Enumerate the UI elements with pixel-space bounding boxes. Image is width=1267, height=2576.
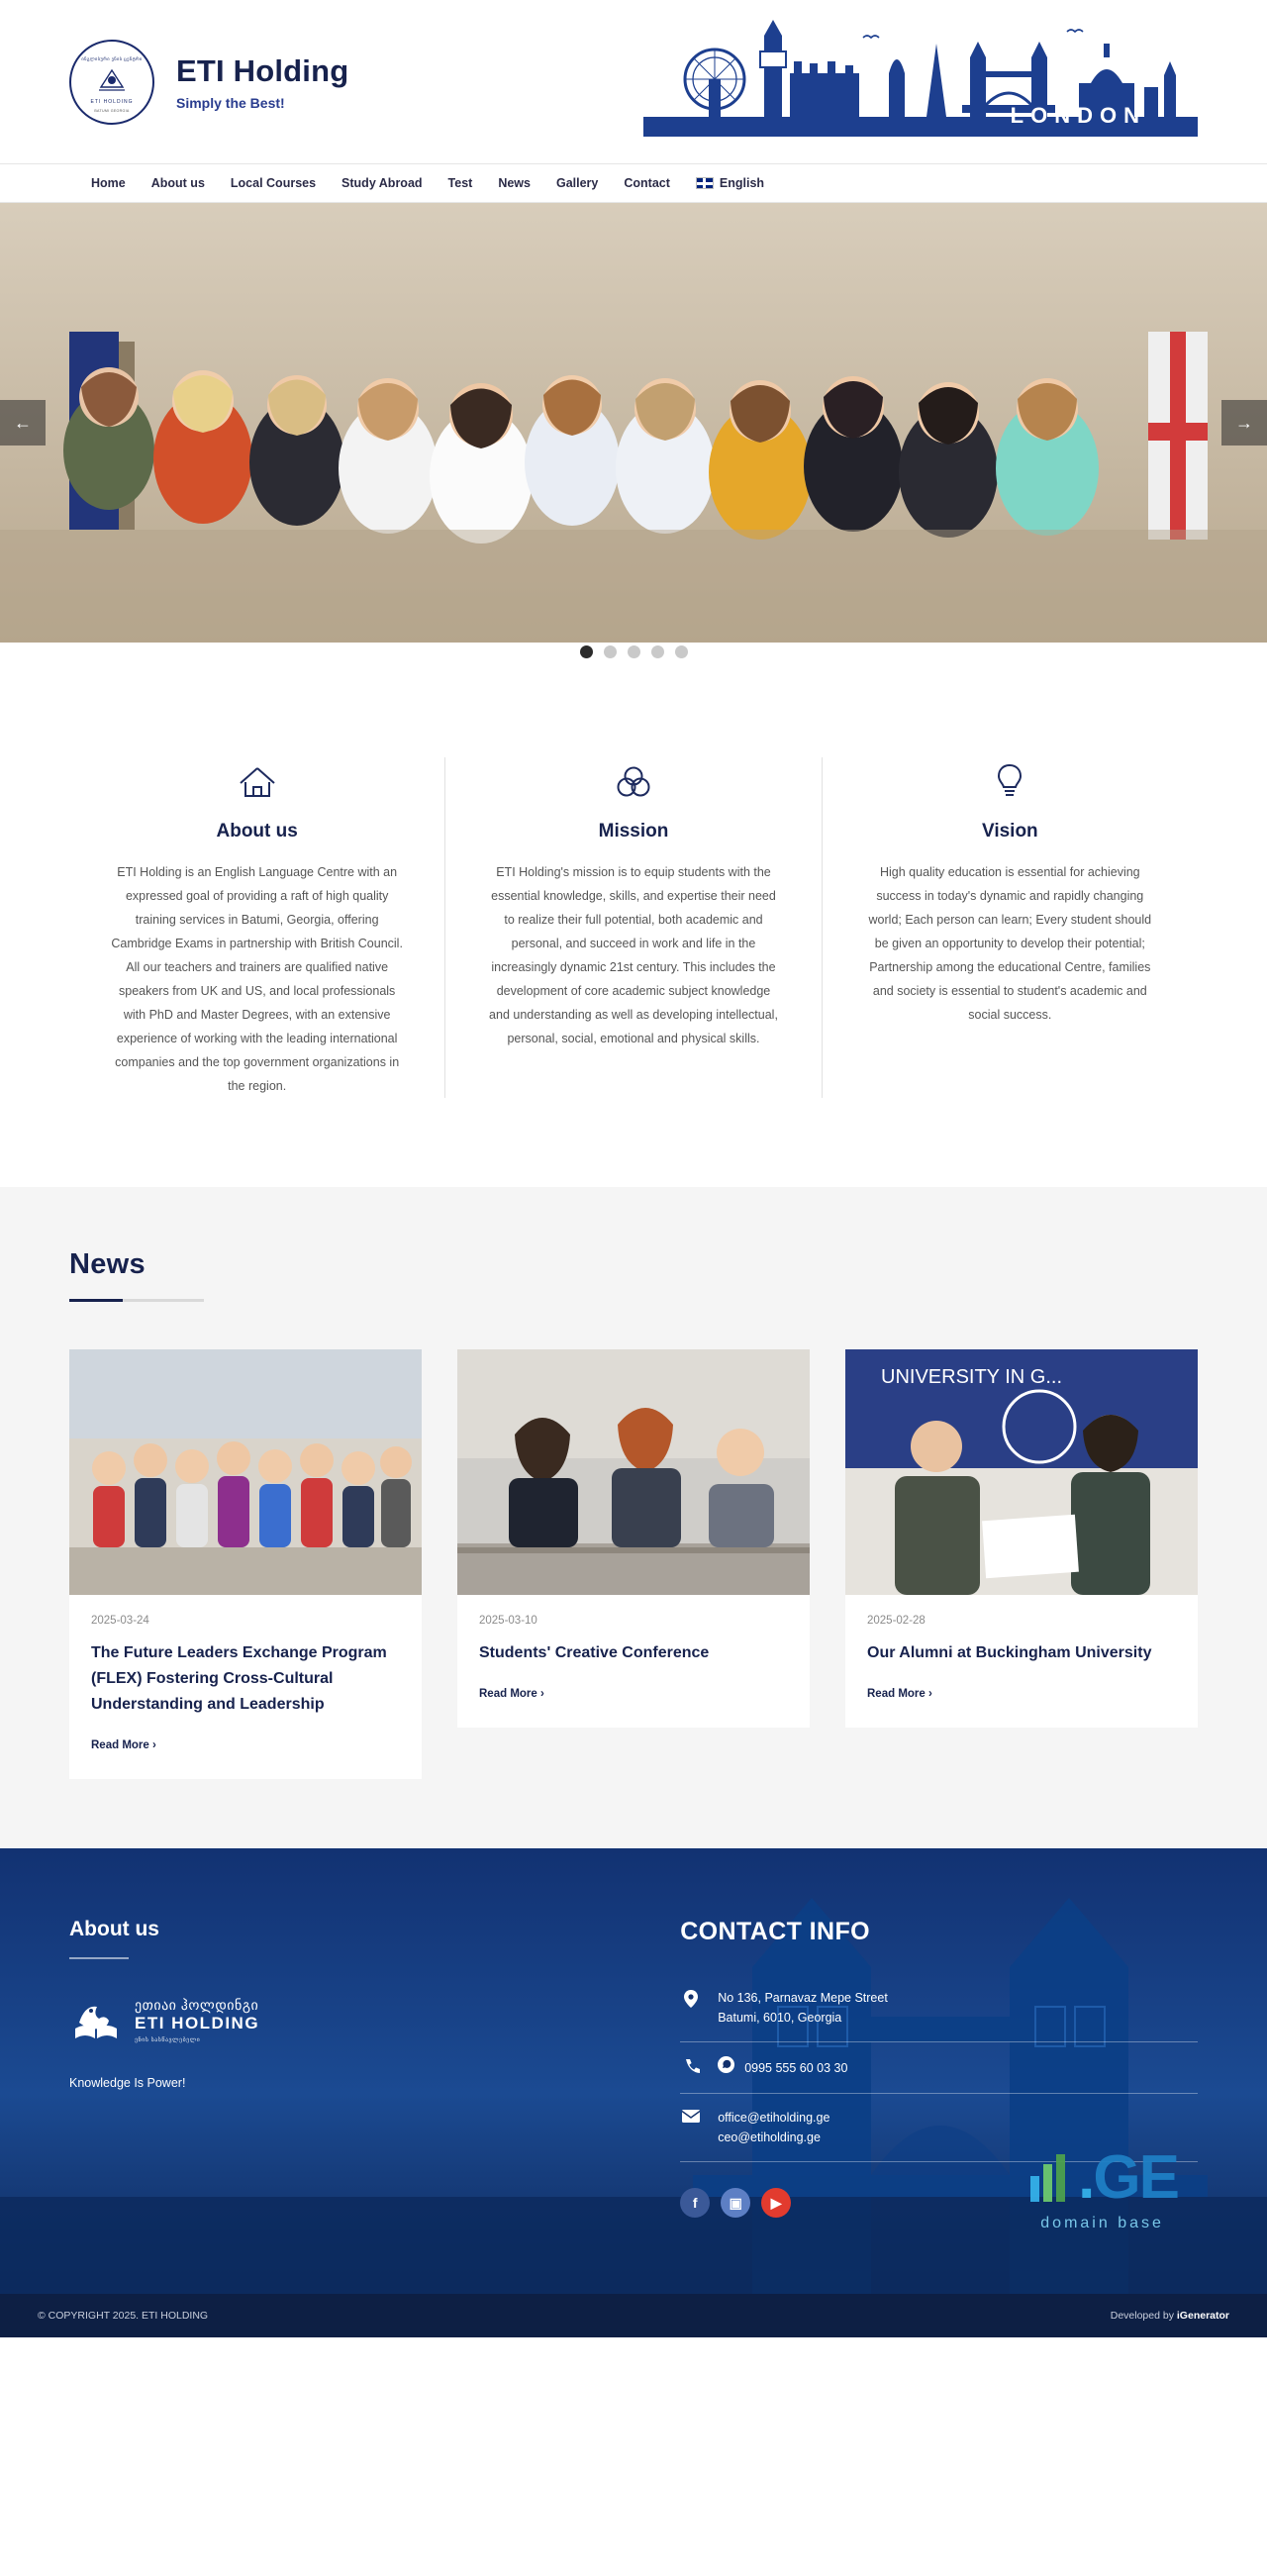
ge-domain-watermark xyxy=(1026,2142,1178,2232)
contact-info-title: CONTACT INFO xyxy=(680,1918,870,1945)
footer-title-underline xyxy=(69,1957,129,1959)
feature-text: ETI Holding's mission is to equip students with the essential knowledge, skills, and expertise their need to realize their full potential, both academic and personal, and succeed in work and life in the increasingly dynamic 21st century. This includes the development of core academic subject knowledge and understanding as well as developing intellectual, personal, social, emotional and physical skills. xyxy=(489,865,778,1045)
site-header xyxy=(0,0,1267,163)
copyright-text: © COPYRIGHT 2025. ETI HOLDING xyxy=(38,2310,209,2322)
youtube-icon[interactable]: ▶ xyxy=(761,2188,791,2218)
news-card[interactable] xyxy=(69,1349,422,1779)
phone-number[interactable]: 0995 555 60 03 30 xyxy=(744,2060,848,2075)
seal-top-text: ინგლისური ენის ცენტრი xyxy=(81,55,143,61)
brand-title: ETI Holding xyxy=(176,52,349,88)
svg-text:UNIVERSITY IN G...: UNIVERSITY IN G... xyxy=(881,1366,1062,1388)
hero-slider-section xyxy=(0,203,1267,698)
instagram-icon[interactable]: ▣ xyxy=(721,2188,750,2218)
footer-logo-en: ETI HOLDING xyxy=(135,2013,260,2032)
news-headline[interactable]: Students' Creative Conference xyxy=(479,1644,710,1661)
brand-tagline: Simply the Best! xyxy=(176,94,285,111)
hero-slider[interactable] xyxy=(0,203,1267,643)
footer-about-column xyxy=(69,1918,611,2218)
phone-icon xyxy=(680,2056,702,2075)
london-label: LONDON xyxy=(1010,103,1146,128)
slider-next-button[interactable]: → xyxy=(1221,400,1267,446)
news-read-more-link[interactable]: Read More › xyxy=(867,1688,932,1700)
feature-mission xyxy=(444,757,821,1098)
footer-slogan: Knowledge Is Power! xyxy=(69,2076,186,2090)
news-thumbnail xyxy=(845,1349,1198,1595)
address-line-2: Batumi, 6010, Georgia xyxy=(718,2011,842,2025)
lion-book-icon xyxy=(69,1993,123,2046)
language-switcher[interactable] xyxy=(683,176,764,190)
seal-sub-text: BATUMI GEORGIA xyxy=(94,109,130,114)
news-card[interactable] xyxy=(457,1349,810,1728)
circles-icon xyxy=(485,757,781,799)
news-headline[interactable]: The Future Leaders Exchange Program (FLEX) Fostering Cross-Cultural Understanding and Leadership xyxy=(91,1644,387,1713)
seal-bottom-text: ETI HOLDING xyxy=(90,99,134,106)
watermark-text: GE xyxy=(1093,2143,1178,2212)
nav-item-home[interactable]: Home xyxy=(91,176,126,190)
slider-dot-5[interactable] xyxy=(675,645,688,658)
news-thumbnail xyxy=(69,1349,422,1595)
watermark-dot: . xyxy=(1078,2143,1094,2212)
feature-vision xyxy=(822,757,1198,1098)
news-read-more-link[interactable]: Read More › xyxy=(91,1739,156,1751)
address-line-1: No 136, Parnavaz Mepe Street xyxy=(718,1991,888,2005)
seal-crest-icon xyxy=(95,63,129,97)
footer-logo-geo: ეთიაი ჰოლდინგი xyxy=(135,1996,259,2013)
feature-text: ETI Holding is an English Language Centre with an expressed goal of providing a raft of high quality training services in Batumi, Georgia, offering Cambridge Exams in partnership with British Council. All our teachers and trainers are qualified native speakers from UK and US, and local professionals with PhD and Master Degrees, with an extensive experience of working with the leading international companies and the top government organizations in the region. xyxy=(111,865,403,1093)
footer-logo[interactable] xyxy=(69,1993,611,2046)
feature-title: About us xyxy=(216,821,298,842)
nav-item-local-courses[interactable]: Local Courses xyxy=(230,176,317,190)
slider-dot-2[interactable] xyxy=(604,645,617,658)
nav-item-news[interactable]: News xyxy=(498,176,531,190)
news-grid xyxy=(69,1349,1198,1779)
news-thumbnail xyxy=(457,1349,810,1595)
footer-about-title: About us xyxy=(69,1918,159,1940)
feature-text: High quality education is essential for achieving success in today's dynamic and rapidly changing world; Each person can learn; Every student should be given an opportunity to develop their potential; Partnership among the educational Centre, families and society is essential to student's academic and social success. xyxy=(868,865,1152,1022)
uk-flag-icon xyxy=(696,177,714,189)
home-icon xyxy=(109,757,405,799)
news-date: 2025-03-10 xyxy=(479,1615,537,1627)
developer-name[interactable]: iGenerator xyxy=(1176,2310,1229,2322)
slider-prev-button[interactable]: ← xyxy=(0,400,46,446)
site-footer xyxy=(0,1848,1267,2294)
brand-logo[interactable] xyxy=(69,40,348,125)
news-title-underline xyxy=(69,1299,204,1302)
news-headline[interactable]: Our Alumni at Buckingham University xyxy=(867,1644,1152,1661)
news-read-more-link[interactable]: Read More › xyxy=(479,1688,544,1700)
news-date: 2025-03-24 xyxy=(91,1615,149,1627)
slider-dot-1[interactable] xyxy=(580,645,593,658)
hero-slide-image xyxy=(0,203,1267,643)
news-date: 2025-02-28 xyxy=(867,1615,926,1627)
london-skyline-banner xyxy=(643,18,1198,137)
nav-item-contact[interactable]: Contact xyxy=(624,176,670,190)
main-navigation[interactable] xyxy=(0,163,1267,203)
slider-dot-4[interactable] xyxy=(651,645,664,658)
feature-title: Mission xyxy=(598,821,669,842)
nav-item-study-abroad[interactable]: Study Abroad xyxy=(341,176,423,190)
feature-title: Vision xyxy=(981,821,1038,842)
features-section xyxy=(0,698,1267,1187)
email-office[interactable]: office@etiholding.ge xyxy=(718,2111,830,2125)
footer-bottom-bar xyxy=(0,2294,1267,2337)
eti-seal-icon xyxy=(69,40,154,125)
news-section-title: News xyxy=(69,1248,146,1280)
location-pin-icon xyxy=(680,1988,702,2008)
footer-logo-sub: ენის სასწავლებელი xyxy=(135,2036,201,2043)
slider-dot-3[interactable] xyxy=(628,645,640,658)
contact-phone-row xyxy=(680,2042,1198,2094)
contact-address-row xyxy=(680,1974,1198,2042)
slider-dots[interactable] xyxy=(0,645,1267,658)
facebook-icon[interactable]: f xyxy=(680,2188,710,2218)
nav-item-gallery[interactable]: Gallery xyxy=(555,176,599,190)
news-card[interactable] xyxy=(845,1349,1198,1728)
watermark-subtitle: domain base xyxy=(1040,2215,1164,2231)
lightbulb-icon xyxy=(862,757,1158,799)
language-label: English xyxy=(719,176,765,190)
nav-item-about-us[interactable]: About us xyxy=(150,176,205,190)
email-ceo[interactable]: ceo@etiholding.ge xyxy=(718,2130,821,2144)
envelope-icon xyxy=(680,2108,702,2123)
nav-item-test[interactable]: Test xyxy=(447,176,473,190)
developer-credit xyxy=(1111,2310,1229,2322)
news-section xyxy=(0,1187,1267,1848)
whatsapp-icon xyxy=(718,2056,734,2079)
developed-by-label: Developed by xyxy=(1110,2310,1177,2322)
feature-about-us xyxy=(69,757,444,1098)
